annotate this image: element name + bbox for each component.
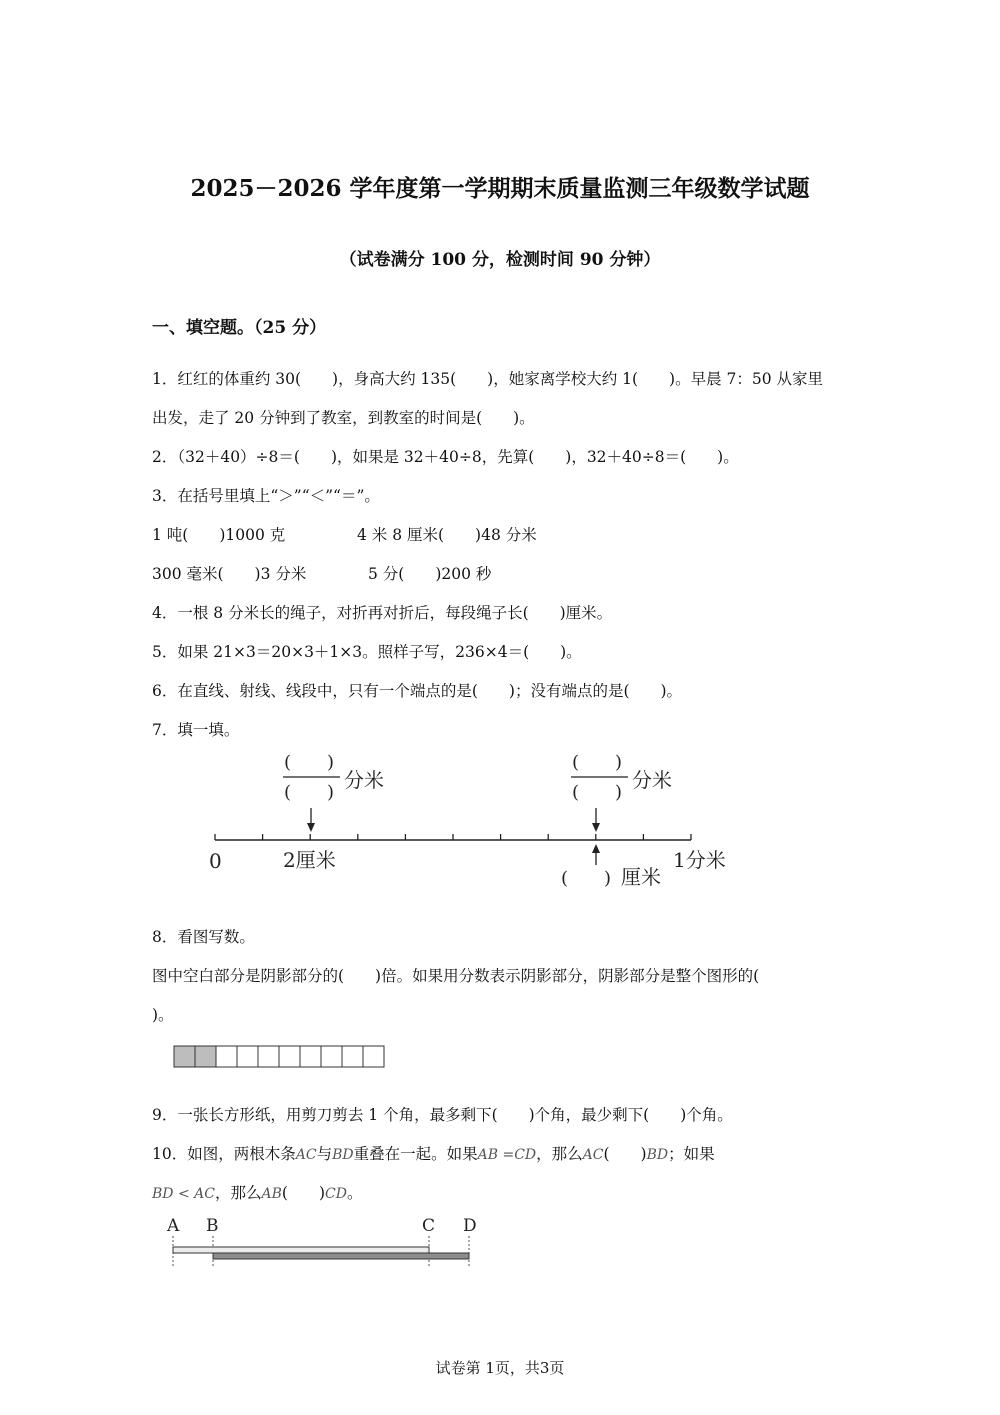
fraction-numerator-right: ( ) [572,752,623,773]
label-d: D [463,1216,477,1236]
stick-bd [213,1253,469,1259]
question-10-line-1: 10．如图，两根木条AC与BD重叠在一起。如果AB =CD，那么AC( )BD；如果 [152,1145,715,1163]
page-footer: 试卷第 1页，共3页 [435,1359,565,1377]
shaded-cell [174,1046,195,1067]
compare-item-1: 1 吨( )1000 克 [152,526,286,544]
arrow-down-right-icon [592,823,600,832]
question-4: 4．一根 8 分米长的绳子，对折再对折后，每段绳子长( )厘米。 [152,604,613,622]
question-2: 2．（32＋40）÷8＝( )，如果是 32＋40÷8，先算( )，32＋40÷8＝( )。 [152,448,739,466]
label-c: C [422,1216,436,1236]
sticks-figure [160,1212,490,1272]
arrow-down-left-icon [307,823,315,832]
stick-ac [173,1247,429,1253]
label-zero: 0 [209,849,222,873]
question-10-line-2: BD < AC，那么AB( )CD。 [152,1184,363,1202]
arrow-up-icon [592,844,600,853]
fraction-numerator-left: ( ) [284,752,335,773]
question-3: 3．在括号里填上“＞”“＜”“＝”。 [152,487,380,505]
question-8-line-2: )。 [152,1006,174,1024]
question-1-line-1: 1．红红的体重约 30( )，身高大约 135( )，她家离学校大约 1( )。早晨 7：50 从家里 [152,370,824,388]
compare-item-3: 300 毫米( )3 分米 [152,565,307,583]
label-2cm: 2厘米 [283,848,336,872]
label-b: B [206,1216,219,1236]
question-7: 7．填一填。 [152,721,240,739]
question-6: 6．在直线、射线、线段中，只有一个端点的是( )；没有端点的是( )。 [152,682,683,700]
question-8: 8．看图写数。 [152,928,255,946]
fraction-denominator-right: ( ) [572,782,623,803]
question-8-line-1: 图中空白部分是阴影部分的( )倍。如果用分数表示阴影部分，阴影部分是整个图形的( [152,967,760,985]
blank-cell [342,1046,363,1067]
label-a: A [167,1216,180,1236]
label-1dm: 1分米 [673,848,726,872]
blank-cell [279,1046,300,1067]
fraction-denominator-left: ( ) [284,782,335,803]
blank-cm-paren: ( ) [561,868,612,889]
page-subtitle: （试卷满分 100 分，检测时间 90 分钟） [339,250,661,270]
blank-cell [258,1046,279,1067]
shaded-cell [195,1046,216,1067]
fraction-unit-right: 分米 [632,768,672,792]
compare-item-4: 5 分( )200 秒 [368,565,492,583]
blank-cell [300,1046,321,1067]
number-line-figure [195,745,755,895]
shaded-strip-figure [173,1044,387,1070]
question-9: 9．一张长方形纸，用剪刀剪去 1 个角，最多剩下( )个角，最少剩下( )个角。 [152,1106,733,1124]
page-title: 2025－2026 学年度第一学期期末质量监测三年级数学试题 [190,175,810,202]
question-1-line-2: 出发，走了 20 分钟到了教室，到教室的时间是( )。 [152,409,535,427]
blank-cell [321,1046,342,1067]
compare-item-2: 4 米 8 厘米( )48 分米 [357,526,537,544]
blank-cell [363,1046,384,1067]
blank-cm-unit: 厘米 [621,865,661,889]
question-5: 5．如果 21×3＝20×3＋1×3。照样子写，236×4＝( )。 [152,643,582,661]
blank-cell [216,1046,237,1067]
section-heading: 一、填空题。（25 分） [152,318,327,338]
fraction-unit-left: 分米 [344,768,384,792]
blank-cell [237,1046,258,1067]
